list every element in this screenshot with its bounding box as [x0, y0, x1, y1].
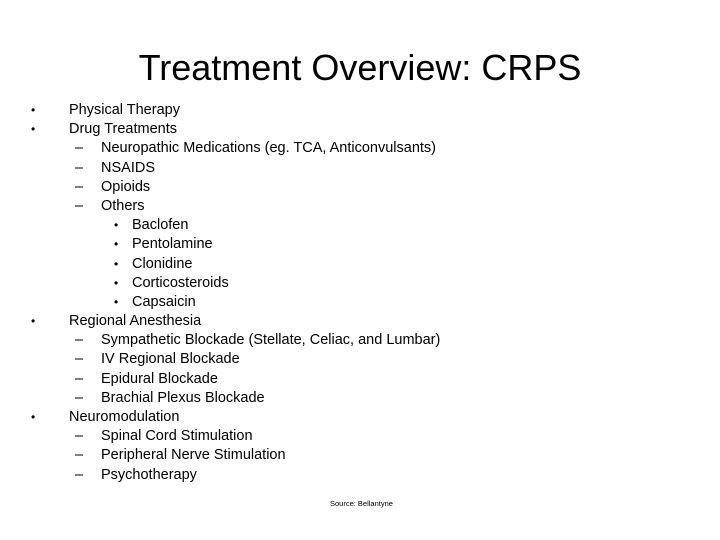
bullet-text: Drug Treatments: [69, 121, 177, 138]
dash-marker: –: [75, 370, 84, 387]
bullet-item-level-2: [0, 350, 720, 369]
bullet-text: Spinal Cord Stimulation: [101, 428, 253, 445]
bullet-marker: •: [114, 256, 119, 271]
bullet-item-level-1: [0, 101, 720, 120]
bullet-text: Regional Anesthesia: [69, 313, 202, 330]
bullet-item-level-2: [0, 197, 720, 216]
bullet-text: Opioids: [101, 178, 151, 195]
bullet-text: Capsaicin: [132, 293, 196, 310]
dash-marker: –: [75, 466, 84, 483]
bullet-item-level-1: [0, 312, 720, 331]
bullet-text: Baclofen: [132, 217, 189, 234]
dash-marker: –: [75, 389, 84, 406]
bullet-marker: •: [31, 103, 36, 117]
bullet-item-level-3: [0, 255, 720, 274]
bullet-item-level-2: [0, 370, 720, 389]
bullet-item-level-2: [0, 466, 720, 485]
dash-marker: –: [75, 178, 84, 195]
bullet-text: Epidural Blockade: [101, 370, 218, 387]
bullet-text: Pentolamine: [132, 236, 213, 253]
dash-marker: –: [75, 351, 84, 368]
bullet-marker: •: [114, 275, 119, 290]
bullet-item-level-2: [0, 139, 720, 158]
bullet-item-level-2: [0, 159, 720, 178]
bullet-text: Corticosteroids: [132, 274, 229, 291]
bullet-item-level-3: [0, 274, 720, 293]
slide-title: Treatment Overview: CRPS: [138, 47, 582, 88]
bullet-text: Neuromodulation: [69, 409, 180, 425]
bullet-item-level-2: [0, 389, 720, 408]
bullet-marker: •: [31, 410, 36, 424]
bullet-marker: •: [114, 294, 119, 309]
bullet-item-level-3: [0, 293, 720, 312]
bullet-text: Brachial Plexus Blockade: [101, 389, 265, 406]
bullet-item-level-2: [0, 446, 720, 465]
dash-marker: –: [75, 332, 84, 349]
bullet-item-level-3: [0, 235, 720, 254]
bullet-text: Peripheral Nerve Stimulation: [101, 447, 286, 464]
bullet-text: IV Regional Blockade: [101, 351, 240, 368]
bullet-item-level-1: [0, 408, 720, 427]
bullet-item-level-2: [0, 331, 720, 350]
bullet-marker: •: [114, 237, 119, 252]
dash-marker: –: [75, 447, 84, 464]
bullet-text: Neuropathic Medications (eg. TCA, Anticonvulsants): [101, 140, 437, 157]
bullet-text: Clonidine: [132, 255, 193, 272]
bullet-item-level-3: [0, 216, 720, 235]
bullet-item-level-2: [0, 427, 720, 446]
bullet-list: [0, 101, 720, 485]
bullet-item-level-1: [0, 120, 720, 139]
dash-marker: –: [75, 428, 84, 445]
bullet-text: NSAIDS: [101, 159, 155, 176]
dash-marker: –: [75, 197, 84, 214]
bullet-marker: •: [31, 314, 36, 329]
bullet-marker: •: [31, 122, 36, 137]
bullet-text: Others: [101, 197, 145, 214]
source-note: Source: Bellantyne: [330, 499, 393, 508]
bullet-text: Psychotherapy: [101, 466, 197, 483]
bullet-marker: •: [114, 218, 119, 233]
bullet-item-level-2: [0, 178, 720, 197]
dash-marker: –: [75, 140, 84, 157]
dash-marker: –: [75, 159, 84, 176]
bullet-text: Physical Therapy: [69, 102, 180, 118]
bullet-text: Sympathetic Blockade (Stellate, Celiac, and Lumbar): [101, 332, 441, 349]
